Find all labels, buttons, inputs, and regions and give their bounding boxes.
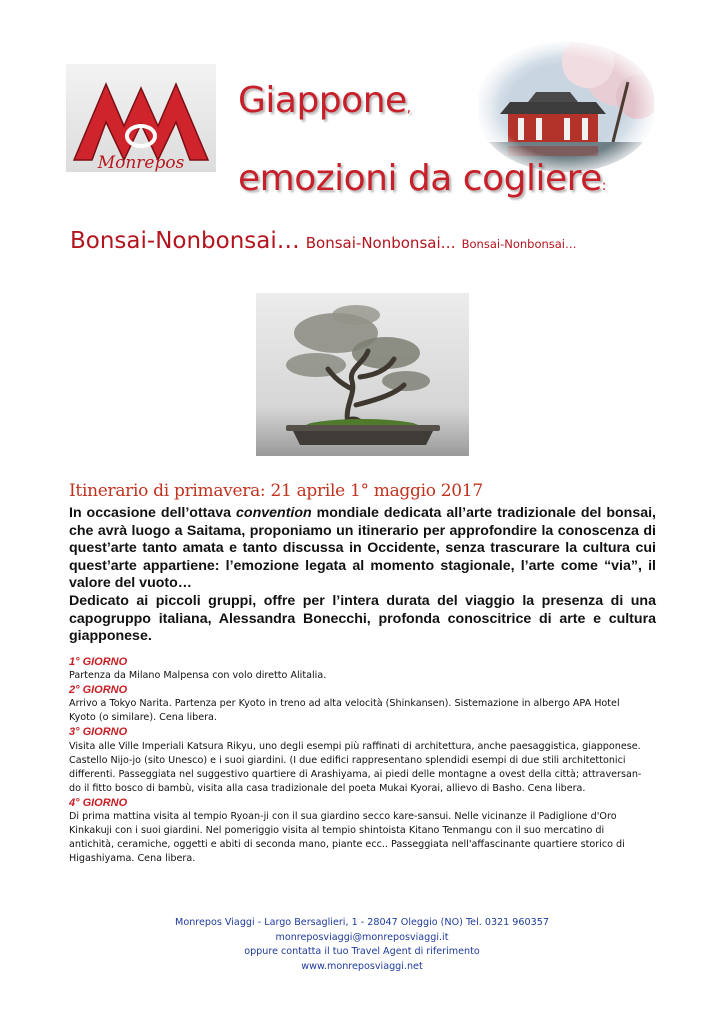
day-description: Visita alle Ville Imperiali Katsura Rikyu, uno degli esempi più raffinati di architettura, anche paesaggistica, giapponese. Castello Nijo-jo (sito Unesco) e i suoi giardini. (I due edifici rappresentano splendidi esempi di due stili architettonici differenti. Passeggiata nel suggestivo quartiere di Arashiyama, ai piedi delle montagne a ovest della città; attraversan- do il fitto bosco di bambù, visita alla casa tradizionale del poeta Mukai Kyorai, allievo di Basho. Cena libera. [69, 740, 642, 794]
footer-note: oppure contatta il tuo Travel Agent di riferimento [244, 946, 480, 958]
monrepos-logo [66, 64, 216, 172]
subtitle-medium: Bonsai-Nonbonsai… [305, 234, 456, 252]
footer-website-link[interactable]: www.monreposviaggi.net [301, 960, 423, 972]
page-title-line2: emozioni da cogliere: [238, 158, 606, 199]
svg-text:Monrepos: Monrepos [97, 153, 185, 172]
itinerary-title: Itinerario di primavera: 21 aprile 1° maggio 2017 [69, 481, 483, 501]
day-title: 3° GIORNO [69, 726, 128, 739]
footer [0, 916, 724, 974]
intro-text [69, 505, 656, 646]
day-block [69, 796, 669, 866]
day-title: 1° GIORNO [69, 656, 128, 668]
day-title: 2° GIORNO [69, 684, 128, 697]
day-description: Partenza da Milano Malpensa con volo diretto Alitalia. [69, 670, 327, 682]
bonsai-photo [256, 293, 469, 456]
subtitle-small: Bonsai-Nonbonsai… [461, 237, 577, 251]
logo-mark-icon [66, 64, 216, 172]
day-block [69, 725, 669, 795]
day-description: Arrivo a Tokyo Narita. Partenza per Kyoto in treno ad alta velocità (Shinkansen). Sistemazione in albergo APA Hotel Kyoto (o similare). Cena libera. [69, 698, 620, 724]
day-description: Di prima mattina visita al tempio Ryoan-ji con il sua giardino secco kare-sansui. Nelle vicinanze il Padiglione d'Oro Kinkakuji con i suoi giardini. Nel pomeriggio visita al tempio shintoista Kitano Tenmangu con il suo mercatino di antichità, ceramiche, oggetti e abiti di seconda mano, piante ecc.. Passeggiata nell'affascinante quartiere storico di Higashiyama. Cena libera. [69, 811, 625, 865]
intro-paragraph-2: Dedicato ai piccoli gruppi, offre per l’intera durata del viaggio la presenza di una capogruppo italiana, Alessandra Bonecchi, profonda conoscitrice di arte e cultura giapponese. [69, 592, 656, 645]
day-title: 4° GIORNO [69, 796, 128, 809]
intro-paragraph-1: In occasione dell’ottava convention mondiale dedicata all’arte tradizionale del bonsai, che avrà luogo a Saitama, proponiamo un itinerario per approfondire la conoscenza di quest’arte tanto amata e tanto discussa in Occidente, senza trascurare la cultura cui quest’arte appartiene: l’emozione legata al momento stagionale, l’arte come “via”, il valore del vuoto… [69, 505, 656, 592]
day-block [69, 655, 669, 683]
subtitle-row [70, 228, 577, 254]
footer-address: Monrepos Viaggi - Largo Bersaglieri, 1 - 28047 Oleggio (NO) Tel. 0321 960357 [175, 917, 549, 928]
footer-email-link[interactable]: monreposviaggi@monreposviaggi.it [275, 931, 449, 943]
subtitle-large: Bonsai-Nonbonsai… [70, 228, 300, 254]
page-title-line1: Giappone, [238, 80, 411, 121]
itinerary-days [69, 655, 669, 866]
temple-photo [478, 42, 654, 172]
day-block [69, 683, 669, 725]
